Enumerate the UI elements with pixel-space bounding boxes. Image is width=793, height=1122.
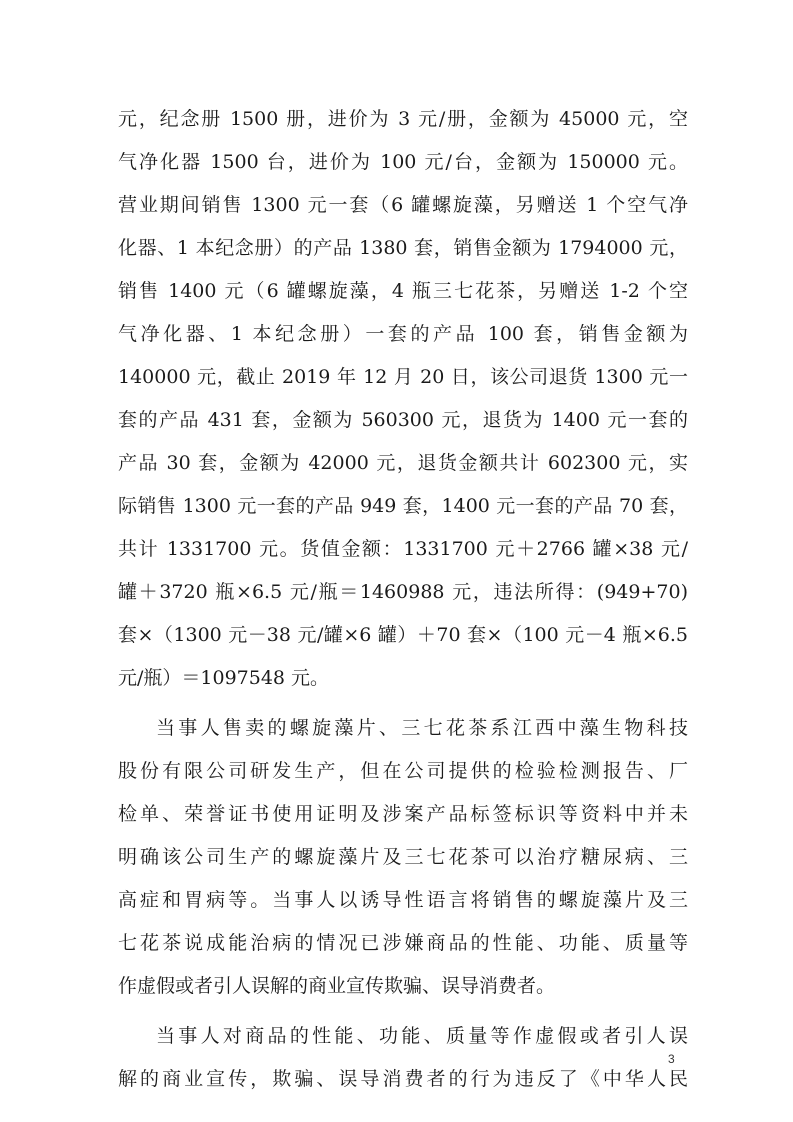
- paragraph: [118, 1015, 688, 1101]
- text-line: 套×（1300 元－38 元/罐×6 罐）＋70 套×（100 元－4 瓶×6.5: [118, 624, 688, 646]
- paragraph: [118, 98, 688, 700]
- text-line: 气净化器、1 本纪念册）一套的产品 100 套，销售金额为: [118, 323, 688, 345]
- body-text: [118, 98, 688, 1101]
- text-line: 际销售 1300 元一套的产品 949 套，1400 元一套的产品 70 套，: [118, 495, 688, 517]
- text-line: 140000 元，截止 2019 年 12 月 20 日，该公司退货 1300 元一: [118, 366, 688, 388]
- text-line: 明确该公司生产的螺旋藻片及三七花茶可以治疗糖尿病、三: [118, 846, 688, 868]
- text-line: 当事人售卖的螺旋藻片、三七花茶系江西中藻生物科技: [156, 717, 688, 739]
- text-line: 气净化器 1500 台，进价为 100 元/台，金额为 150000 元。: [118, 151, 688, 173]
- text-line: 产品 30 套，金额为 42000 元，退货金额共计 602300 元，实: [118, 452, 688, 474]
- text-line: 股份有限公司研发生产，但在公司提供的检验检测报告、厂: [118, 760, 688, 782]
- text-line: 营业期间销售 1300 元一套（6 罐螺旋藻，另赠送 1 个空气净: [118, 194, 688, 216]
- text-line: 套的产品 431 套，金额为 560300 元，退货为 1400 元一套的: [118, 409, 688, 431]
- page-number: 3: [668, 1052, 675, 1066]
- text-line: 检单、荣誉证书使用证明及涉案产品标签标识等资料中并未: [118, 803, 688, 825]
- paragraph: [118, 707, 688, 1008]
- text-line: 元，纪念册 1500 册，进价为 3 元/册，金额为 45000 元，空: [118, 108, 688, 130]
- paragraph-gap: [118, 700, 688, 707]
- paragraph-gap: [118, 1008, 688, 1015]
- text-line: 当事人对商品的性能、功能、质量等作虚假或者引人误: [156, 1025, 688, 1047]
- text-line: 罐＋3720 瓶×6.5 元/瓶＝1460988 元，违法所得：(949+70): [118, 581, 688, 603]
- text-line: 高症和胃病等。当事人以诱导性语言将销售的螺旋藻片及三: [118, 889, 688, 911]
- text-line: 销售 1400 元（6 罐螺旋藻，4 瓶三七花茶，另赠送 1-2 个空: [118, 280, 688, 302]
- text-line: 作虚假或者引人误解的商业宣传欺骗、误导消费者。: [118, 975, 556, 997]
- text-line: 化器、1 本纪念册）的产品 1380 套，销售金额为 1794000 元，: [118, 237, 688, 259]
- text-line: 共计 1331700 元。货值金额：1331700 元＋2766 罐×38 元/: [118, 538, 688, 560]
- text-line: 元/瓶）＝1097548 元。: [118, 667, 330, 689]
- text-line: 七花茶说成能治病的情况已涉嫌商品的性能、功能、质量等: [118, 932, 688, 954]
- text-line: 解的商业宣传，欺骗、误导消费者的行为违反了《中华人民: [118, 1068, 688, 1090]
